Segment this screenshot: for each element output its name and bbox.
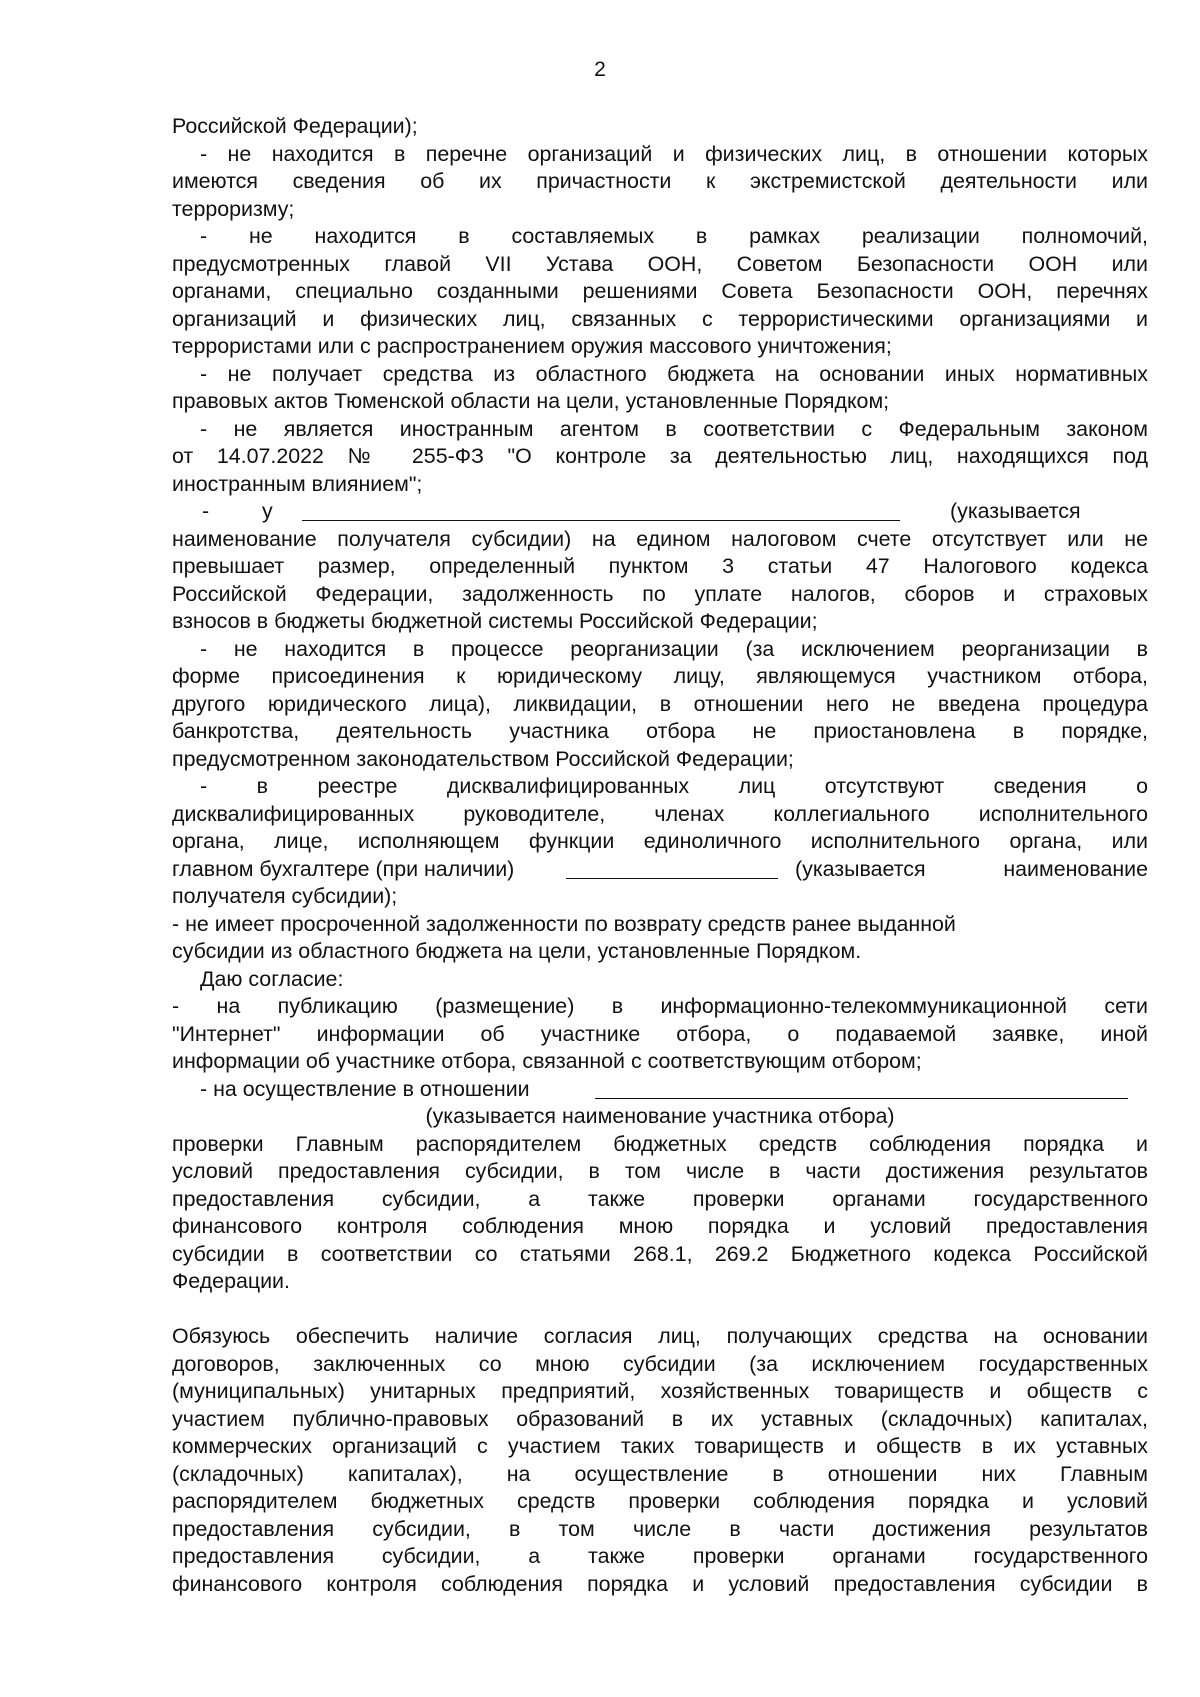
recipient-name-line — [172, 498, 1148, 526]
text-line: имеются сведения об их причастности к экстремистской деятельности или — [172, 169, 1148, 193]
text-line: субсидии в соответствии со статьями 268.1, 269.2 Бюджетного кодекса Российской — [172, 1241, 1148, 1266]
dash-marker: - — [202, 499, 210, 523]
text-line: предоставления субсидии, а также проверки органами государственного — [172, 1544, 1148, 1568]
text-line: органа, лице, исполняющем функции единоличного исполнительного органа, или — [172, 829, 1148, 853]
text-line: превышает размер, определенный пунктом 3 статьи 47 Налогового кодекса — [172, 554, 1148, 578]
chief-accountant-text: главном бухгалтере (при наличии) — [172, 856, 515, 881]
text-line: дисквалифицированных руководителе, членах коллегиального исполнительного — [172, 801, 1148, 826]
text-line: - на публикацию (размещение) в информационно-телекоммуникационной сети — [172, 994, 1148, 1018]
text-line: "Интернет" информации об участнике отбора, о подаваемой заявке, иной — [172, 1021, 1148, 1046]
text-line: (муниципальных) унитарных предприятий, хозяйственных товариществ и обществ с — [172, 1379, 1148, 1403]
text-line: проверки Главным распорядителем бюджетных средств соблюдения порядка и — [172, 1131, 1148, 1156]
text-line: предусмотренном законодательством Российской Федерации; — [172, 746, 794, 771]
text-line: наименование получателя субсидии) на едином налоговом счете отсутствует или не — [172, 526, 1148, 551]
text-line: участием публично-правовых образований в их уставных (складочных) капиталах, — [172, 1406, 1148, 1431]
preposition-text: у — [262, 499, 273, 523]
text-line: - не имеет просроченной задолженности по возврату средств ранее выданной — [172, 911, 956, 936]
text-line: - не находится в перечне организаций и физических лиц, в отношении которых — [200, 141, 1148, 166]
text-line: - в реестре дисквалифицированных лиц отсутствуют сведения о — [200, 774, 1148, 798]
text-line: - не является иностранным агентом в соответствии с Федеральным законом — [200, 416, 1148, 441]
text-line: другого юридического лица), ликвидации, в отношении него не введена процедура — [172, 691, 1148, 716]
text-line: - не находится в процессе реорганизации (за исключением реорганизации в — [200, 636, 1148, 661]
text-line: банкротства, деятельность участника отбора не приостановлена в порядке, — [172, 719, 1148, 743]
text-line: организаций и физических лиц, связанных с террористическими организациями и — [172, 306, 1148, 331]
text-line: коммерческих организаций с участием таких товариществ и обществ в их уставных — [172, 1434, 1148, 1458]
text-line: терроризму; — [172, 196, 295, 221]
text-line: условий предоставления субсидии, в том числе в части достижения результатов — [172, 1159, 1148, 1183]
text-line: иностранным влиянием"; — [172, 471, 423, 496]
text-line: предусмотренных главой VII Устава ООН, Советом Безопасности ООН или — [172, 251, 1148, 276]
participant-name-blank[interactable] — [595, 1076, 1128, 1099]
text-line: Федерации. — [172, 1269, 290, 1293]
text-line: предоставления субсидии, а также проверки органами государственного — [172, 1186, 1148, 1211]
text-line: договоров, заключенных со мною субсидии (за исключением государственных — [172, 1351, 1148, 1376]
text-line: информации об участнике отбора, связанной с соответствующим отбором; — [172, 1049, 922, 1073]
recipient-name-blank-2[interactable] — [566, 856, 778, 879]
page-number: 2 — [594, 58, 606, 81]
recipient-name-blank[interactable] — [302, 498, 900, 521]
consent-heading: Даю согласие: — [200, 966, 344, 991]
text-line: финансового контроля соблюдения мною порядка и условий предоставления — [172, 1214, 1148, 1238]
text-line: Российской Федерации); — [172, 114, 418, 138]
text-line: Обязуюсь обеспечить наличие согласия лиц, получающих средства на основании — [172, 1324, 1148, 1348]
text-line: Российской Федерации, задолженность по уплате налогов, сборов и страховых — [172, 581, 1148, 606]
chief-accountant-line — [172, 856, 1148, 884]
text-line: от 14.07.2022 № 255-ФЗ "О контроле за деятельностью лиц, находящихся под — [172, 444, 1148, 468]
text-line: форме присоединения к юридическому лицу, являющемуся участником отбора, — [172, 664, 1148, 688]
text-line: предоставления субсидии, в том числе в части достижения результатов — [172, 1516, 1148, 1541]
text-line: (складочных) капиталах), на осуществление в отношении них Главным — [172, 1461, 1148, 1486]
text-line: получателя субсидии); — [172, 884, 398, 908]
text-line: финансового контроля соблюдения порядка и условий предоставления субсидии в — [172, 1571, 1148, 1596]
text-line: - не получает средства из областного бюджета на основании иных нормативных — [200, 361, 1148, 386]
participant-name-line — [172, 1076, 1148, 1104]
text-line: правовых актов Тюменской области на цели, установленные Порядком; — [172, 389, 890, 413]
participant-name-hint: (указывается наименование участника отбора) — [425, 1104, 895, 1128]
text-line: - не находится в составляемых в рамках реализации полномочий, — [200, 224, 1148, 248]
participant-name-label: - на осуществление в отношении — [200, 1076, 530, 1101]
text-line: субсидии из областного бюджета на цели, установленные Порядком. — [172, 939, 862, 963]
text-line: взносов в бюджеты бюджетной системы Российской Федерации; — [172, 609, 818, 633]
recipient-name-hint-2: (указывается наименование — [795, 856, 1148, 881]
text-line: террористами или с распространением оружия массового уничтожения; — [172, 334, 892, 358]
recipient-name-hint: (указывается — [950, 499, 1081, 523]
text-line: органами, специально созданными решениями Совета Безопасности ООН, перечнях — [172, 279, 1148, 303]
paragraph-spacer — [172, 1296, 1148, 1324]
text-line: распорядителем бюджетных средств проверки соблюдения порядка и условий — [172, 1489, 1148, 1513]
document-body — [172, 113, 1148, 1598]
